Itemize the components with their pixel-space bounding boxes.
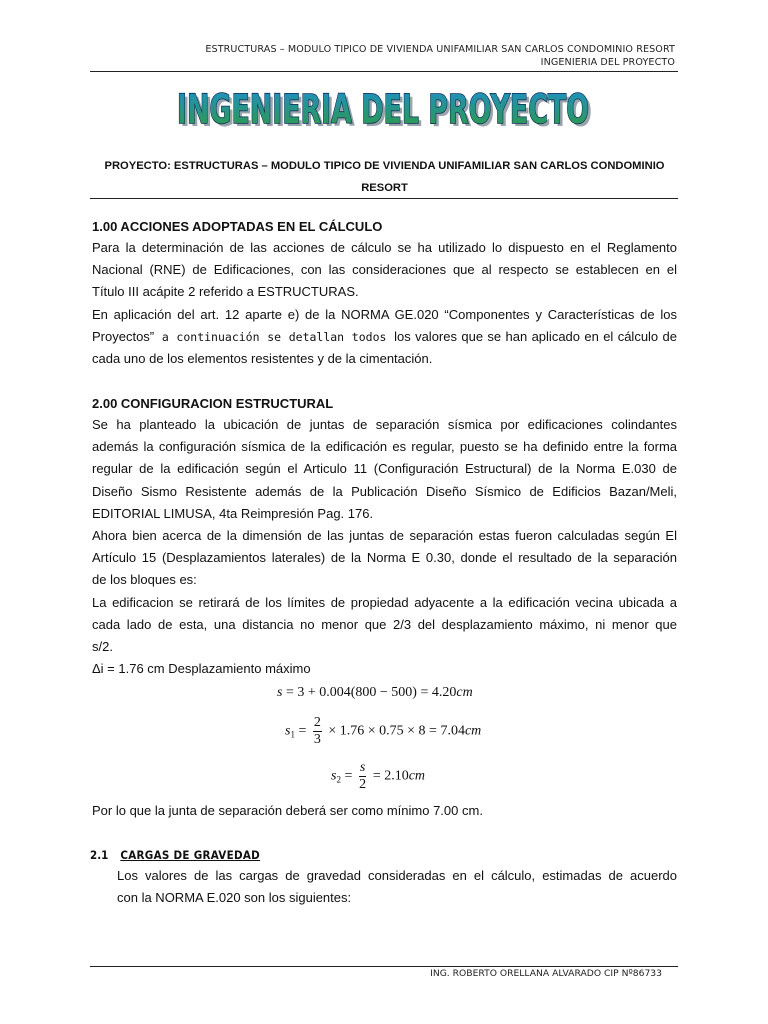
s2-line-4: Diseño Sismo Resistente además de la Publicación Diseño Sísmico de Edificios Bazan/Meli, [92,483,677,499]
s2-line-11: s/2. [92,639,113,655]
formula-s-lhs: s [277,685,283,700]
banner-main-text: INGENIERIA DEL PROYECTO [177,87,589,132]
s2-line-2: además la configuración sísmica de la edificación es regular, puesto se ha definido entre la forma [92,439,677,455]
s1-line-5-c: los valores que se han aplicado en el cálculo de [394,328,677,344]
s1-line-5-b: a continuación se detallan todos [154,329,395,344]
formula-s-rhs: = 3 + 0.004(800 − 500) = 4.20 [285,685,457,700]
s1-line-4: En aplicación del art. 12 aparte e) de la NORMA GE.020 “Componentes y Características de los [92,306,677,322]
formula-s2-fraction [359,760,366,793]
s2-line-7: Artículo 15 (Desplazamientos laterales) de la Norma E 0.30, donde el resultado de la separación [92,550,677,566]
s1-line-6: cada uno de los elementos resistentes y de la cimentación. [92,351,433,367]
section-2-1-number: 2.1 [90,848,109,862]
formula-s1-rhs: × 1.76 × 0.75 × 8 = 7.04 [328,723,465,739]
formula-s2-rhs: = 2.10 [372,768,409,784]
project-title [92,155,677,199]
s2-line-5: EDITORIAL LIMUSA, 4ta Reimpresión Pag. 176. [92,505,374,521]
s2-line-8: de los bloques es: [92,572,197,588]
s21-line-1: Los valores de las cargas de gravedad consideradas en el cálculo, estimadas de acuerdo [117,868,677,883]
s1-line-3: Título III acápite 2 referido a ESTRUCTURAS. [92,284,359,300]
s2-line-10: cada lado de esta, una distancia no menor que 2/3 del desplazamiento máximo, ni menor que [92,616,677,632]
formula-s-unit: cm [456,685,473,700]
s2-line-12: Δi = 1.76 cm Desplazamiento máximo [92,661,311,677]
section-2-conclusion: Por lo que la junta de separación deberá ser como mínimo 7.00 cm. [92,803,483,818]
section-2-1-heading [90,848,260,862]
footer-signature: ING. ROBERTO ORELLANA ALVARADO CIP Nº86733 [430,968,662,979]
s1-line-1: Para la determinación de las acciones de cálculo se ha utilizado lo dispuesto en el Reglamento [92,240,677,255]
s2-line-1: Se ha planteado la ubicación de juntas de separación sísmica por edificaciones colindantes [92,417,677,432]
section-1-heading: 1.00 ACCIONES ADOPTADAS EN EL CÁLCULO [92,219,383,234]
banner-shadow-text: INGENIERIA DEL PROYECTO [180,90,592,132]
s1-line-5-a: Proyectos” [92,328,155,344]
project-rule [90,198,678,199]
formula-s [277,685,473,701]
formula-s1: $s_1$ = $\frac{2}{3}$ × 1.76 × 0.75 × 8 = 7.04cm [285,715,482,747]
section-1-body [92,237,677,370]
header-line-2: INGENIERIA DEL PROYECTO [540,57,675,68]
formula-s2-sub: 2 [336,774,341,785]
formula-s2: $s_2$ = $\frac{s}{2}$ = 2.10cm [331,760,426,792]
project-title-line-1: PROYECTO: ESTRUCTURAS – MODULO TIPICO DE VIVIENDA UNIFAMILIAR SAN CARLOS CONDOMINIO [104,160,665,172]
formula-s1-num: 2 [313,715,321,730]
s2-line-3: regular de la edificación según el Articulo 11 (Configuración Estructural) de la Norma E.030 de [92,461,677,477]
formula-s2-lhs: s [331,768,337,784]
formula-s2-unit: cm [408,768,426,784]
project-title-line-2: RESORT [361,182,408,194]
s2-line-6: Ahora bien acerca de la dimensión de las juntas de separación estas fueron calculadas según El [92,528,677,544]
formula-s1-lhs: s [285,723,291,739]
formula-s1-sub: 1 [290,729,295,740]
s2-line-9: La edificacion se retirará de los límites de propiedad adyacente a la edificación vecina ubicada a [92,594,677,610]
section-2-1-title: CARGAS DE GRAVEDAD [120,848,261,862]
section-2-1-body [117,865,677,909]
section-2-body [92,414,677,680]
s21-line-2: con la NORMA E.020 son los siguientes: [117,890,352,906]
s1-line-2: Nacional (RNE) de Edificaciones, con las consideraciones que al respecto se establecen en el [92,262,677,278]
section-2-heading: 2.00 CONFIGURACION ESTRUCTURAL [92,396,334,411]
footer-rule [90,966,678,967]
banner-title-wordart [90,82,678,132]
formula-s1-den: 3 [313,732,321,747]
formula-s1-fraction [313,715,322,748]
header-line-1: ESTRUCTURAS – MODULO TIPICO DE VIVIENDA UNIFAMILIAR SAN CARLOS CONDOMINIO RESORT [205,44,675,55]
formula-s1-unit: cm [464,723,482,739]
formula-s2-den: 2 [359,777,367,792]
formula-s2-num: s [359,760,366,775]
header-rule [90,71,678,72]
s1-line-5 [92,326,677,348]
